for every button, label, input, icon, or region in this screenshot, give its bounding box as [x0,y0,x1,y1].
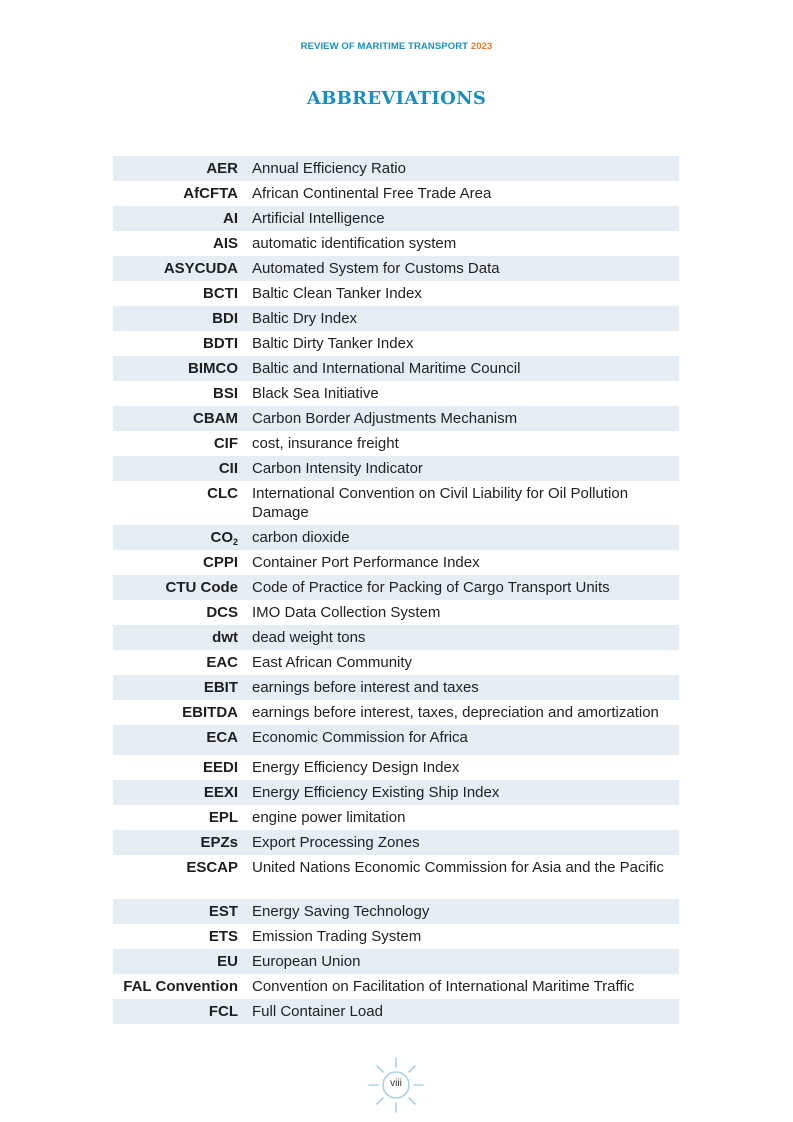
table-row [113,974,679,999]
abbreviation-term [113,678,238,697]
abbreviation-text: CO [210,529,233,546]
abbreviation-definition: Carbon Border Adjustments Mechanism [252,410,518,427]
abbreviation-definition: earnings before interest and taxes [252,679,479,696]
abbreviation-term [113,159,238,178]
abbreviation-text: FAL Convention [123,978,238,995]
table-row [113,256,679,281]
abbreviation-text: CTU Code [165,579,238,596]
abbreviation-term [113,653,238,672]
abbreviation-term [113,553,238,572]
abbreviation-text: EAC [206,654,238,671]
abbreviation-text: AI [223,210,238,227]
table-row [113,924,679,949]
abbreviation-text: EPZs [200,834,238,851]
abbreviation-text: EBITDA [182,704,238,721]
abbreviation-text: EST [208,903,238,920]
table-row [113,381,679,406]
abbreviation-term [113,259,238,278]
abbreviation-text: AfCFTA [183,185,238,202]
abbreviation-definition: International Convention on Civil Liability for Oil Pollution Damage [252,485,629,521]
table-row [113,331,679,356]
table-row [113,575,679,600]
abbreviation-text: dwt [212,629,238,646]
abbreviation-definition: Carbon Intensity Indicator [252,460,423,477]
table-row [113,600,679,625]
abbreviation-text: BCTI [203,285,238,302]
abbreviation-text: AIS [212,235,238,252]
abbreviation-term [113,184,238,203]
table-row [113,949,679,974]
table-row [113,281,679,306]
abbreviation-definition: carbon dioxide [252,529,350,546]
abbreviation-term [113,434,238,453]
table-row [113,306,679,331]
abbreviation-definition: Baltic Dry Index [252,310,358,327]
abbreviation-term [113,728,238,747]
page-title: ABBREVIATIONS [306,88,487,109]
abbreviation-term [113,628,238,647]
abbreviation-definition: Baltic Dirty Tanker Index [252,335,414,352]
abbreviation-definition: African Continental Free Trade Area [252,185,492,202]
abbreviation-term [113,808,238,827]
abbreviation-definition: cost, insurance freight [252,435,399,452]
abbreviation-definition: Annual Efficiency Ratio [252,160,406,177]
table-row [113,550,679,575]
running-header [0,41,793,52]
abbreviation-definition: Automated System for Customs Data [252,260,500,277]
table-row [113,755,679,780]
abbreviation-text: ECA [206,729,238,746]
abbreviation-subscript: 2 [232,537,238,547]
abbreviation-definition: Economic Commission for Africa [252,729,468,746]
abbreviation-term [113,703,238,722]
abbreviation-definition: Container Port Performance Index [252,554,480,571]
abbreviation-text: AER [206,160,238,177]
abbreviation-definition: Energy Efficiency Design Index [252,759,460,776]
table-row [113,650,679,675]
abbreviation-definition: Black Sea Initiative [252,385,379,402]
abbreviation-definition: Emission Trading System [252,928,422,945]
abbreviation-term [113,758,238,777]
abbreviation-definition: engine power limitation [252,809,406,826]
abbreviation-text: DCS [206,604,238,621]
abbreviation-text: BIMCO [188,360,238,377]
table-row [113,899,679,924]
abbreviation-definition: European Union [252,953,361,970]
table-row [113,231,679,256]
table-row [113,725,679,755]
abbreviation-definition: earnings before interest, taxes, depreciation and amortization [252,704,659,721]
table-row [113,700,679,725]
table-row [113,406,679,431]
abbreviation-text: FCL [208,1003,238,1020]
abbreviation-definition: Full Container Load [252,1003,383,1020]
abbreviation-text: EEDI [202,759,238,776]
table-row [113,456,679,481]
abbreviation-text: ESCAP [186,859,238,876]
table-row [113,431,679,456]
abbreviation-definition: Convention on Facilitation of International Maritime Traffic [252,978,635,995]
abbreviation-term [113,858,238,877]
abbreviation-text: ASYCUDA [163,260,238,277]
table-row [113,780,679,805]
table-row [113,206,679,231]
abbreviation-text: EBIT [203,679,238,696]
abbreviation-text: CIF [213,435,238,452]
header-title: REVIEW OF MARITIME TRANSPORT [300,41,469,52]
table-row [113,675,679,700]
abbreviation-text: EPL [208,809,238,826]
abbreviation-term [113,284,238,303]
abbreviation-term [113,952,238,971]
abbreviation-term [113,384,238,403]
table-row [113,805,679,830]
abbreviation-term [113,927,238,946]
abbreviation-text: ETS [208,928,238,945]
abbreviation-text: CBAM [193,410,238,427]
abbreviation-term [113,1002,238,1021]
table-row [113,156,679,181]
abbreviation-definition: East African Community [252,654,413,671]
abbreviation-text: EU [217,953,238,970]
abbreviation-term [113,334,238,353]
abbreviation-term [113,528,238,547]
table-row [113,830,679,855]
table-row [113,181,679,206]
header-year: 2023 [470,41,493,52]
table-row [113,525,679,550]
table-row [113,356,679,381]
abbreviation-term [113,977,238,996]
abbreviation-definition: Code of Practice for Packing of Cargo Transport Units [252,579,610,596]
abbreviation-definition: IMO Data Collection System [252,604,441,621]
abbreviation-term [113,833,238,852]
abbreviation-term [113,359,238,378]
abbreviation-definition: Artificial Intelligence [252,210,385,227]
abbreviation-term [113,484,238,503]
abbreviation-term [113,578,238,597]
table-row [113,481,679,525]
abbreviation-definition: Baltic and International Maritime Council [252,360,521,377]
page-number-badge [367,1056,425,1114]
abbreviation-term [113,309,238,328]
abbreviation-definition: Export Processing Zones [252,834,420,851]
abbreviation-term [113,234,238,253]
abbreviation-text: CLC [207,485,238,502]
table-row [113,855,679,899]
abbreviation-term [113,409,238,428]
abbreviation-definition: United Nations Economic Commission for Asia and the Pacific [252,859,664,876]
page-number: viii [390,1078,402,1089]
abbreviation-term [113,209,238,228]
abbreviation-text: BDTI [203,335,238,352]
abbreviation-text: BSI [212,385,238,402]
abbreviations-table [113,156,679,1024]
abbreviation-term [113,459,238,478]
abbreviation-term [113,902,238,921]
abbreviation-term [113,783,238,802]
table-row [113,999,679,1024]
abbreviation-definition: Baltic Clean Tanker Index [252,285,422,302]
abbreviation-text: EEXI [203,784,238,801]
abbreviation-definition: automatic identification system [252,235,457,252]
table-row [113,625,679,650]
abbreviation-text: BDI [212,310,238,327]
abbreviation-definition: Energy Efficiency Existing Ship Index [252,784,500,801]
abbreviation-definition: dead weight tons [252,629,366,646]
abbreviation-text: CPPI [202,554,238,571]
abbreviation-text: CII [218,460,238,477]
abbreviation-term [113,603,238,622]
abbreviation-definition: Energy Saving Technology [252,903,430,920]
